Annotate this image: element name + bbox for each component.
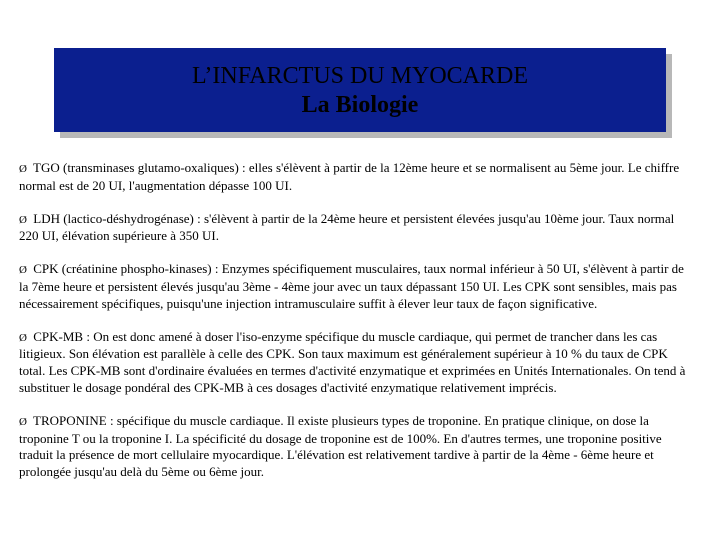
- paragraph-tgo: [19, 160, 691, 195]
- arrow-bullet-icon: Ø: [19, 213, 27, 226]
- content-body: [19, 160, 691, 497]
- term-ldh: LDH: [33, 210, 60, 226]
- term-tgo: TGO: [33, 160, 60, 175]
- arrow-bullet-icon: Ø: [19, 163, 27, 175]
- term-cpk: CPK: [33, 261, 59, 277]
- paragraph-cpk-mb: [19, 329, 691, 397]
- page-subtitle: La Biologie: [301, 92, 419, 118]
- paragraph-text: : On est donc amené à doser l'iso-enzyme spécifique du muscle cardiaque, qui permet de trancher dans les cas litigieux. Son élévation est parallèle à celle des CPK. Son taux maximum est généralement supérieur à 10 % du taux de CPK total. Les CPK-MB sont d'ordinaire évaluées en termes d'activité enzymatique et exprimées en Unités Internationales. On tend à substituer le dosage pondéral des CPK-MB à ces dosages d'activité enzymatique relativement imprécis.: [19, 328, 686, 395]
- term-cpk-mb: CPK-MB: [33, 328, 84, 344]
- paragraph-cpk: [19, 261, 691, 312]
- paragraph-text: (transminases glutamo-oxaliques) : elles s'élèvent à partir de la 12ème heure et se normalisent au 5ème jour. Le chiffre normal est de 20 UI, l'augmentation dépasse 100 UI.: [19, 160, 680, 193]
- paragraph-ldh: [19, 211, 691, 246]
- paragraph-text: : spécifique du muscle cardiaque. Il existe plusieurs types de troponine. En pratique clinique, on dose la troponine T ou la troponine I. La spécificité du dosage de troponine est de 100%. En d'autres termes, une troponine positive traduit la présence de mort cellulaire myocardique. L'élévation est relativement tardive à partir de la 4ème - 6ème heure et prolongée jusqu'au delà du 5ème ou 6ème jour.: [19, 412, 662, 480]
- arrow-bullet-icon: Ø: [19, 415, 27, 428]
- paragraph-text: (créatinine phospho-kinases) : Enzymes spécifiquement musculaires, taux normal inférieur à 50 UI, s'élèvent à partir de la 7ème heure et persistent élevés jusqu'au 3ème - 4ème jour avec un taux dépassant 150 UI. Les CPK sont sensibles, mais pas nécessairement spécifiques, puisqu'une injection intramusculaire suffit à élever leur taux de façon significative.: [19, 261, 684, 311]
- title-banner: [54, 48, 666, 132]
- paragraph-text: (lactico-déshydrogénase) : s'élèvent à partir de la 24ème heure et persistent élevées jusqu'au 10ème jour. Taux normal 220 UI, élévation supérieure à 350 UI.: [19, 210, 675, 244]
- arrow-bullet-icon: Ø: [19, 331, 27, 344]
- page-title: L’INFARCTUS DU MYOCARDE: [191, 63, 529, 89]
- paragraph-troponine: [19, 413, 691, 481]
- arrow-bullet-icon: Ø: [19, 264, 27, 277]
- term-troponine: TROPONINE: [33, 412, 107, 428]
